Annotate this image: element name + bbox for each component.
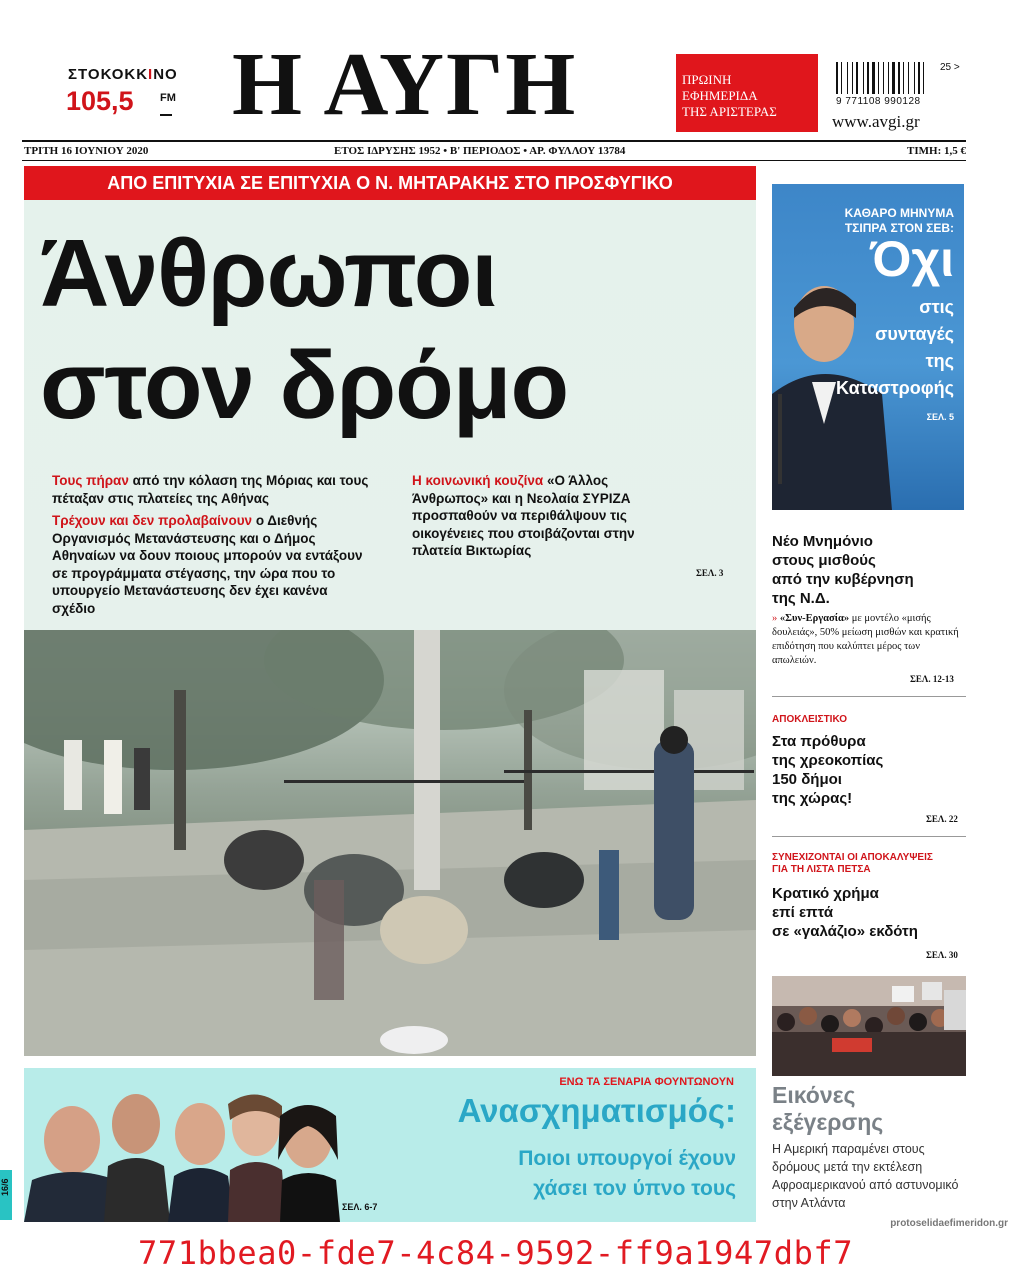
reshuffle-title: Ανασχηματισμός: (457, 1092, 736, 1129)
barcode-bar (836, 62, 838, 94)
bankruptcy-headline-3: 150 δήμοι (772, 771, 842, 788)
lead-column-right (412, 472, 680, 565)
protest-photo (772, 976, 966, 1076)
tsipras-headline: Όχι (870, 231, 954, 287)
lead-page-ref: ΣΕΛ. 3 (696, 568, 724, 578)
memorandum-headline (772, 532, 914, 608)
memorandum-body: » «Συν-Εργασία» με μοντέλο «μισής δουλειάς», 50% μείωση μισθών και κρατική επιδότηση που καλύπτει μέρος των απωλειών. (772, 613, 959, 666)
reshuffle-kicker: ΕΝΩ ΤΑ ΣΕΝΑΡΙΑ ΦΟΥΝΤΩΝΟΥΝ (559, 1076, 734, 1088)
bankruptcy-page-ref: ΣΕΛ. 22 (926, 814, 958, 824)
document-uuid: 771bbea0-fde7-4c84-9592-ff9a1947dbf7 (138, 1234, 854, 1272)
barcode-number: 9 771108 990128 (836, 96, 921, 107)
barcode-bar (903, 62, 904, 94)
barcode-bar (867, 62, 869, 94)
petsas-headline (772, 884, 918, 941)
memorandum-headline-1: Νέο Μνημόνιο (772, 533, 873, 550)
radio-frequency: 105,5 (66, 86, 134, 116)
barcode-issue: 25 > (940, 62, 960, 73)
tsipras-kicker-line-1: ΚΑΘΑΡΟ ΜΗΝΥΜΑ (844, 206, 954, 220)
barcode-bar (839, 62, 840, 94)
barcode-bar (892, 62, 895, 94)
barcode-bar (870, 62, 871, 94)
petsas-headline-3: σε «γαλάζιο» εκδότη (772, 923, 918, 940)
lead-headline-line-2: στον δρόμο (40, 332, 569, 439)
reshuffle-page-ref: ΣΕΛ. 6-7 (342, 1202, 378, 1212)
barcode-bar (890, 62, 891, 94)
bankruptcy-headline-2: της χρεοκοπίας (772, 752, 884, 769)
barcode-bar (901, 62, 902, 94)
sidebar-divider-1 (772, 696, 966, 697)
tsipras-sub-2: συνταγές (875, 324, 954, 344)
memorandum-headline-3: από την κυβέρνηση (772, 571, 914, 588)
newspaper-logo: Η ΑΥΓΗ (232, 35, 578, 134)
barcode-bar (863, 62, 864, 94)
tagline-box (676, 54, 818, 132)
petsas-kicker-1: ΣΥΝΕΧΙΖΟΝΤΑΙ ΟΙ ΑΠΟΚΑΛΥΨΕΙΣ (772, 852, 933, 863)
memorandum-headline-2: στους μισθούς (772, 552, 876, 569)
barcode-bar (910, 62, 913, 94)
radio-band: FM (160, 92, 176, 104)
uprising-title-2: εξέγερσης (772, 1109, 884, 1135)
tsipras-subhead (836, 294, 954, 402)
ministers-photo (24, 1080, 344, 1222)
barcode (836, 62, 932, 94)
tsipras-page-ref: ΣΕΛ. 5 (926, 412, 954, 422)
uprising-body: Η Αμερική παραμένει στους δρόμους μετά την εκτέλεση Αφροαμερικανού από αστυνομικό στην Ατλάντα (772, 1142, 959, 1210)
lead-paragraph-2: Τρέχουν και δεν προλαβαίνουν ο Διεθνής Οργανισμός Μετανάστευσης και ο Δήμος Αθηναίων να δουν ποιους μπορούν να εντάξουν σε προγράμματα στέγασης, την ώρα που το υπουργείο Μετανάστευσης δεν έχει κανένα σχέδιο (52, 513, 363, 616)
barcode-bar (883, 62, 884, 94)
tsipras-sub-4: Καταστροφής (836, 378, 954, 398)
uprising-title (772, 1082, 883, 1136)
barcode-bar (896, 62, 897, 94)
barcode-bar (854, 62, 855, 94)
barcode-bar (872, 62, 875, 94)
edge-date: 16/6 (0, 1178, 10, 1196)
barcode-bar (847, 62, 848, 94)
barcode-bar (843, 62, 846, 94)
tagline-line-1: ΠΡΩΙΝΗ (682, 72, 732, 87)
petsas-headline-1: Κρατικό χρήμα (772, 885, 879, 902)
barcode-bar (849, 62, 851, 94)
lead-photo (24, 630, 756, 1056)
barcode-bar (918, 62, 920, 94)
petsas-headline-2: επί επτά (772, 904, 834, 921)
barcode-bar (914, 62, 915, 94)
lead-headline (40, 218, 568, 442)
memorandum-headline-4: της Ν.Δ. (772, 590, 830, 607)
barcode-bar (865, 62, 866, 94)
sidebar-divider-2 (772, 836, 966, 837)
uprising-title-1: Εικόνες (772, 1082, 856, 1108)
petsas-kicker (772, 852, 933, 876)
reshuffle-sub-2: χάσει τον ύπνο τους (533, 1177, 736, 1200)
barcode-bar (885, 62, 887, 94)
dateline-rule (22, 160, 966, 161)
memorandum-page-ref: ΣΕΛ. 12-13 (910, 674, 954, 684)
source-watermark: protoselidaefimeridon.gr (890, 1218, 1008, 1229)
issue-info: ΕΤΟΣ ΙΔΡΥΣΗΣ 1952 • Β' ΠΕΡΙΟΔΟΣ • ΑΡ. ΦΥΛΛΟΥ 13784 (334, 145, 626, 157)
lead-column-left (52, 472, 372, 622)
bankruptcy-headline-1: Στα πρόθυρα (772, 733, 866, 750)
barcode-bar (856, 62, 858, 94)
petsas-page-ref: ΣΕΛ. 30 (926, 950, 958, 960)
lead-paragraph-3: Η κοινωνική κουζίνα «Ο Άλλος Άνθρωπος» και η Νεολαία ΣΥΡΙΖΑ προσπαθούν να περιθάλψουν τις οικογένειες που στοιβάζονται στην πλατεία Βικτωρίας (412, 473, 635, 558)
bankruptcy-headline-4: της χώρας! (772, 790, 853, 807)
bankruptcy-kicker: ΑΠΟΚΛΕΙΣΤΙΚΟ (772, 714, 847, 725)
tsipras-sub-1: στις (919, 297, 954, 317)
radio-brand: ΣΤΟΚΟΚΚΙΝΟ (68, 66, 178, 83)
barcode-bar (916, 62, 917, 94)
barcode-bar (878, 62, 879, 94)
radio-dash (160, 114, 172, 116)
tsipras-sub-3: της (925, 351, 954, 371)
tagline-line-3: ΤΗΣ ΑΡΙΣΤΕΡΑΣ (682, 104, 777, 119)
barcode-bar (841, 62, 842, 94)
barcode-bar (888, 62, 889, 94)
barcode-bar (859, 62, 862, 94)
issue-price: ΤΙΜΗ: 1,5 € (907, 145, 966, 157)
reshuffle-panel (24, 1068, 756, 1222)
barcode-bar (876, 62, 877, 94)
barcode-bar (852, 62, 853, 94)
website-link[interactable]: www.avgi.gr (832, 112, 920, 131)
reshuffle-subtitle (518, 1144, 736, 1204)
barcode-bar (905, 62, 907, 94)
barcode-bar (921, 62, 922, 94)
barcode-bar (923, 62, 924, 94)
barcode-bar (908, 62, 909, 94)
tagline-line-2: ΕΦΗΜΕΡΙΔΑ (682, 88, 758, 103)
petsas-kicker-2: ΓΙΑ ΤΗ ΛΙΣΤΑ ΠΕΤΣΑ (772, 864, 871, 875)
lead-paragraph-1: Τους πήραν από την κόλαση της Μόριας και τους πέταξαν στις πλατείες της Αθήνας (52, 473, 369, 506)
bankruptcy-headline (772, 732, 883, 808)
reshuffle-sub-1: Ποιοι υπουργοί έχουν (518, 1147, 736, 1170)
issue-date: ΤΡΙΤΗ 16 ΙΟΥΝΙΟΥ 2020 (24, 145, 149, 157)
lead-headline-line-1: Άνθρωποι (40, 220, 497, 327)
lead-kicker-banner: ΑΠΟ ΕΠΙΤΥΧΙΑ ΣΕ ΕΠΙΤΥΧΙΑ Ο Ν. ΜΗΤΑΡΑΚΗΣ ΣΤΟ ΠΡΟΣΦΥΓΙΚΟ (24, 166, 756, 200)
barcode-bar (880, 62, 882, 94)
tsipras-feature (772, 184, 964, 510)
barcode-bar (898, 62, 900, 94)
masthead-rule (22, 140, 966, 142)
tsipras-kicker-line-2: ΤΣΙΠΡΑ ΣΤΟΝ ΣΕΒ: (844, 221, 954, 235)
